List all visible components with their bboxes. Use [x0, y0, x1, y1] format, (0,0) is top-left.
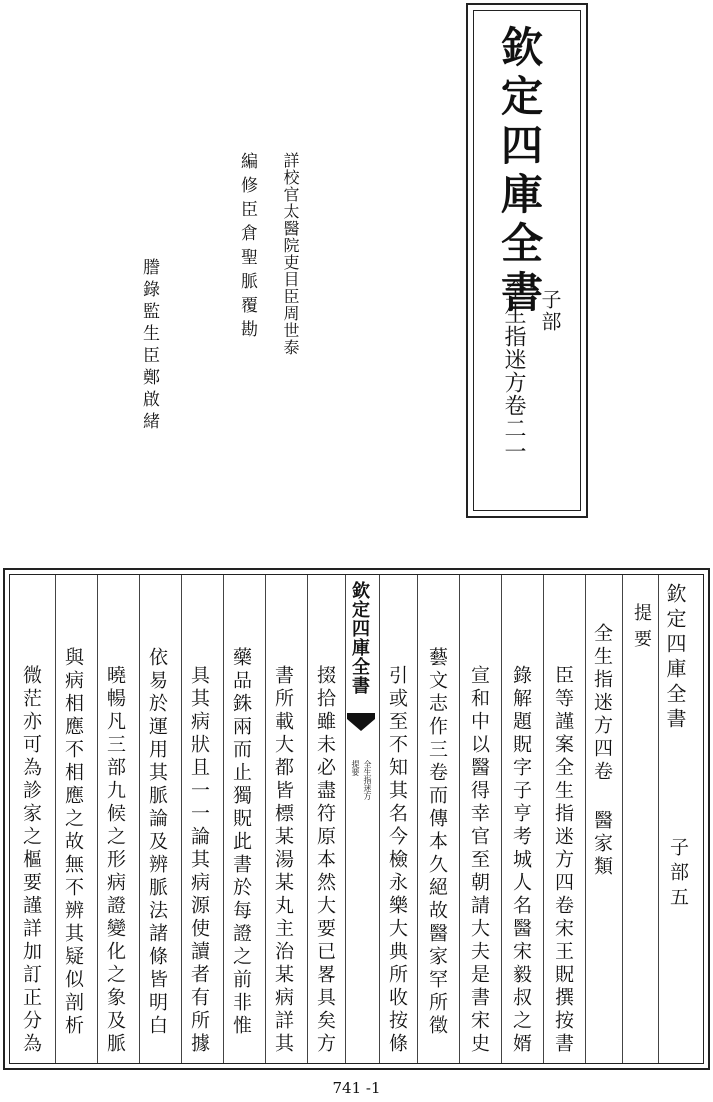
banxin-section: 提要: [351, 760, 360, 776]
banxin-rule-right: [379, 575, 380, 1063]
text-column: 錄解題貺字子亨考城人名醫宋毅叔之婿: [510, 665, 532, 1056]
text-column: 宣和中以醫得幸官至朝請大夫是書宋史: [468, 665, 490, 1056]
credit-proofreader: 詳校官太醫院吏目臣周世泰: [281, 152, 300, 356]
banxin-title: 欽定四庫全書: [349, 581, 370, 695]
column-rule: [658, 575, 659, 1063]
credit-copyist: 謄錄監生臣鄭啟緒: [139, 258, 159, 434]
column-rule: [307, 575, 308, 1063]
page-frame-inner: [9, 574, 704, 1064]
page-header-title: 欽定四庫全書: [663, 583, 687, 733]
column-rule: [459, 575, 460, 1063]
text-column: 藝文志作三卷而傳本久絕故醫家罕所徵: [426, 647, 448, 1038]
column-rule: [223, 575, 224, 1063]
column-rule: [265, 575, 266, 1063]
column-rule: [585, 575, 586, 1063]
section-label: 提要: [631, 603, 652, 655]
text-column: 微茫亦可為診家之樞要謹詳加訂正分為: [20, 665, 42, 1056]
department-label: 子部: [538, 289, 562, 333]
text-column: 引或至不知其名今檢永樂大典所收按條: [386, 665, 408, 1056]
column-rule: [543, 575, 544, 1063]
page-header-department: 子部五: [667, 837, 689, 912]
banxin: [345, 575, 379, 1063]
column-rule: [55, 575, 56, 1063]
credit-editor: 編修臣倉聖脈覆勘: [237, 152, 257, 344]
column-rule: [97, 575, 98, 1063]
page-frame: [3, 568, 710, 1070]
column-rule: [417, 575, 418, 1063]
column-rule: [139, 575, 140, 1063]
column-rule: [181, 575, 182, 1063]
title-slip-inner-frame: [473, 10, 581, 511]
text-column: 掇拾雖未必盡符原本然大要已畧具矣方: [314, 665, 336, 1056]
text-column: 書所載大都皆標某湯某丸主治某病詳其: [272, 665, 294, 1056]
column-rule: [622, 575, 623, 1063]
text-column: 全生指迷方四卷 醫家類: [591, 623, 613, 879]
text-column: 臣等謹案全生指迷方四卷宋王貺撰按書: [552, 665, 574, 1056]
title-slip: [466, 3, 588, 518]
text-column: 藥品銖兩而止獨貺此書於每證之前非惟: [230, 647, 252, 1038]
page-number: 741 -1: [332, 1079, 381, 1097]
fishtail-mark: [347, 711, 375, 733]
text-column: 與病相應不相應之故無不辨其疑似剖析: [62, 647, 84, 1038]
text-column: 曉暢凡三部九候之形病證變化之象及脈: [104, 665, 126, 1056]
collection-title: 欽定四庫全書: [495, 25, 544, 319]
book-volume-title: 全生指迷方卷二一: [501, 279, 526, 463]
text-column: 依易於運用其脈論及辨脈法諸條皆明白: [146, 647, 168, 1038]
text-column: 具其病狀且一一論其病源使讀者有所據: [188, 665, 210, 1056]
column-rule: [501, 575, 502, 1063]
banxin-subtitle: 全生指迷方: [363, 760, 372, 800]
